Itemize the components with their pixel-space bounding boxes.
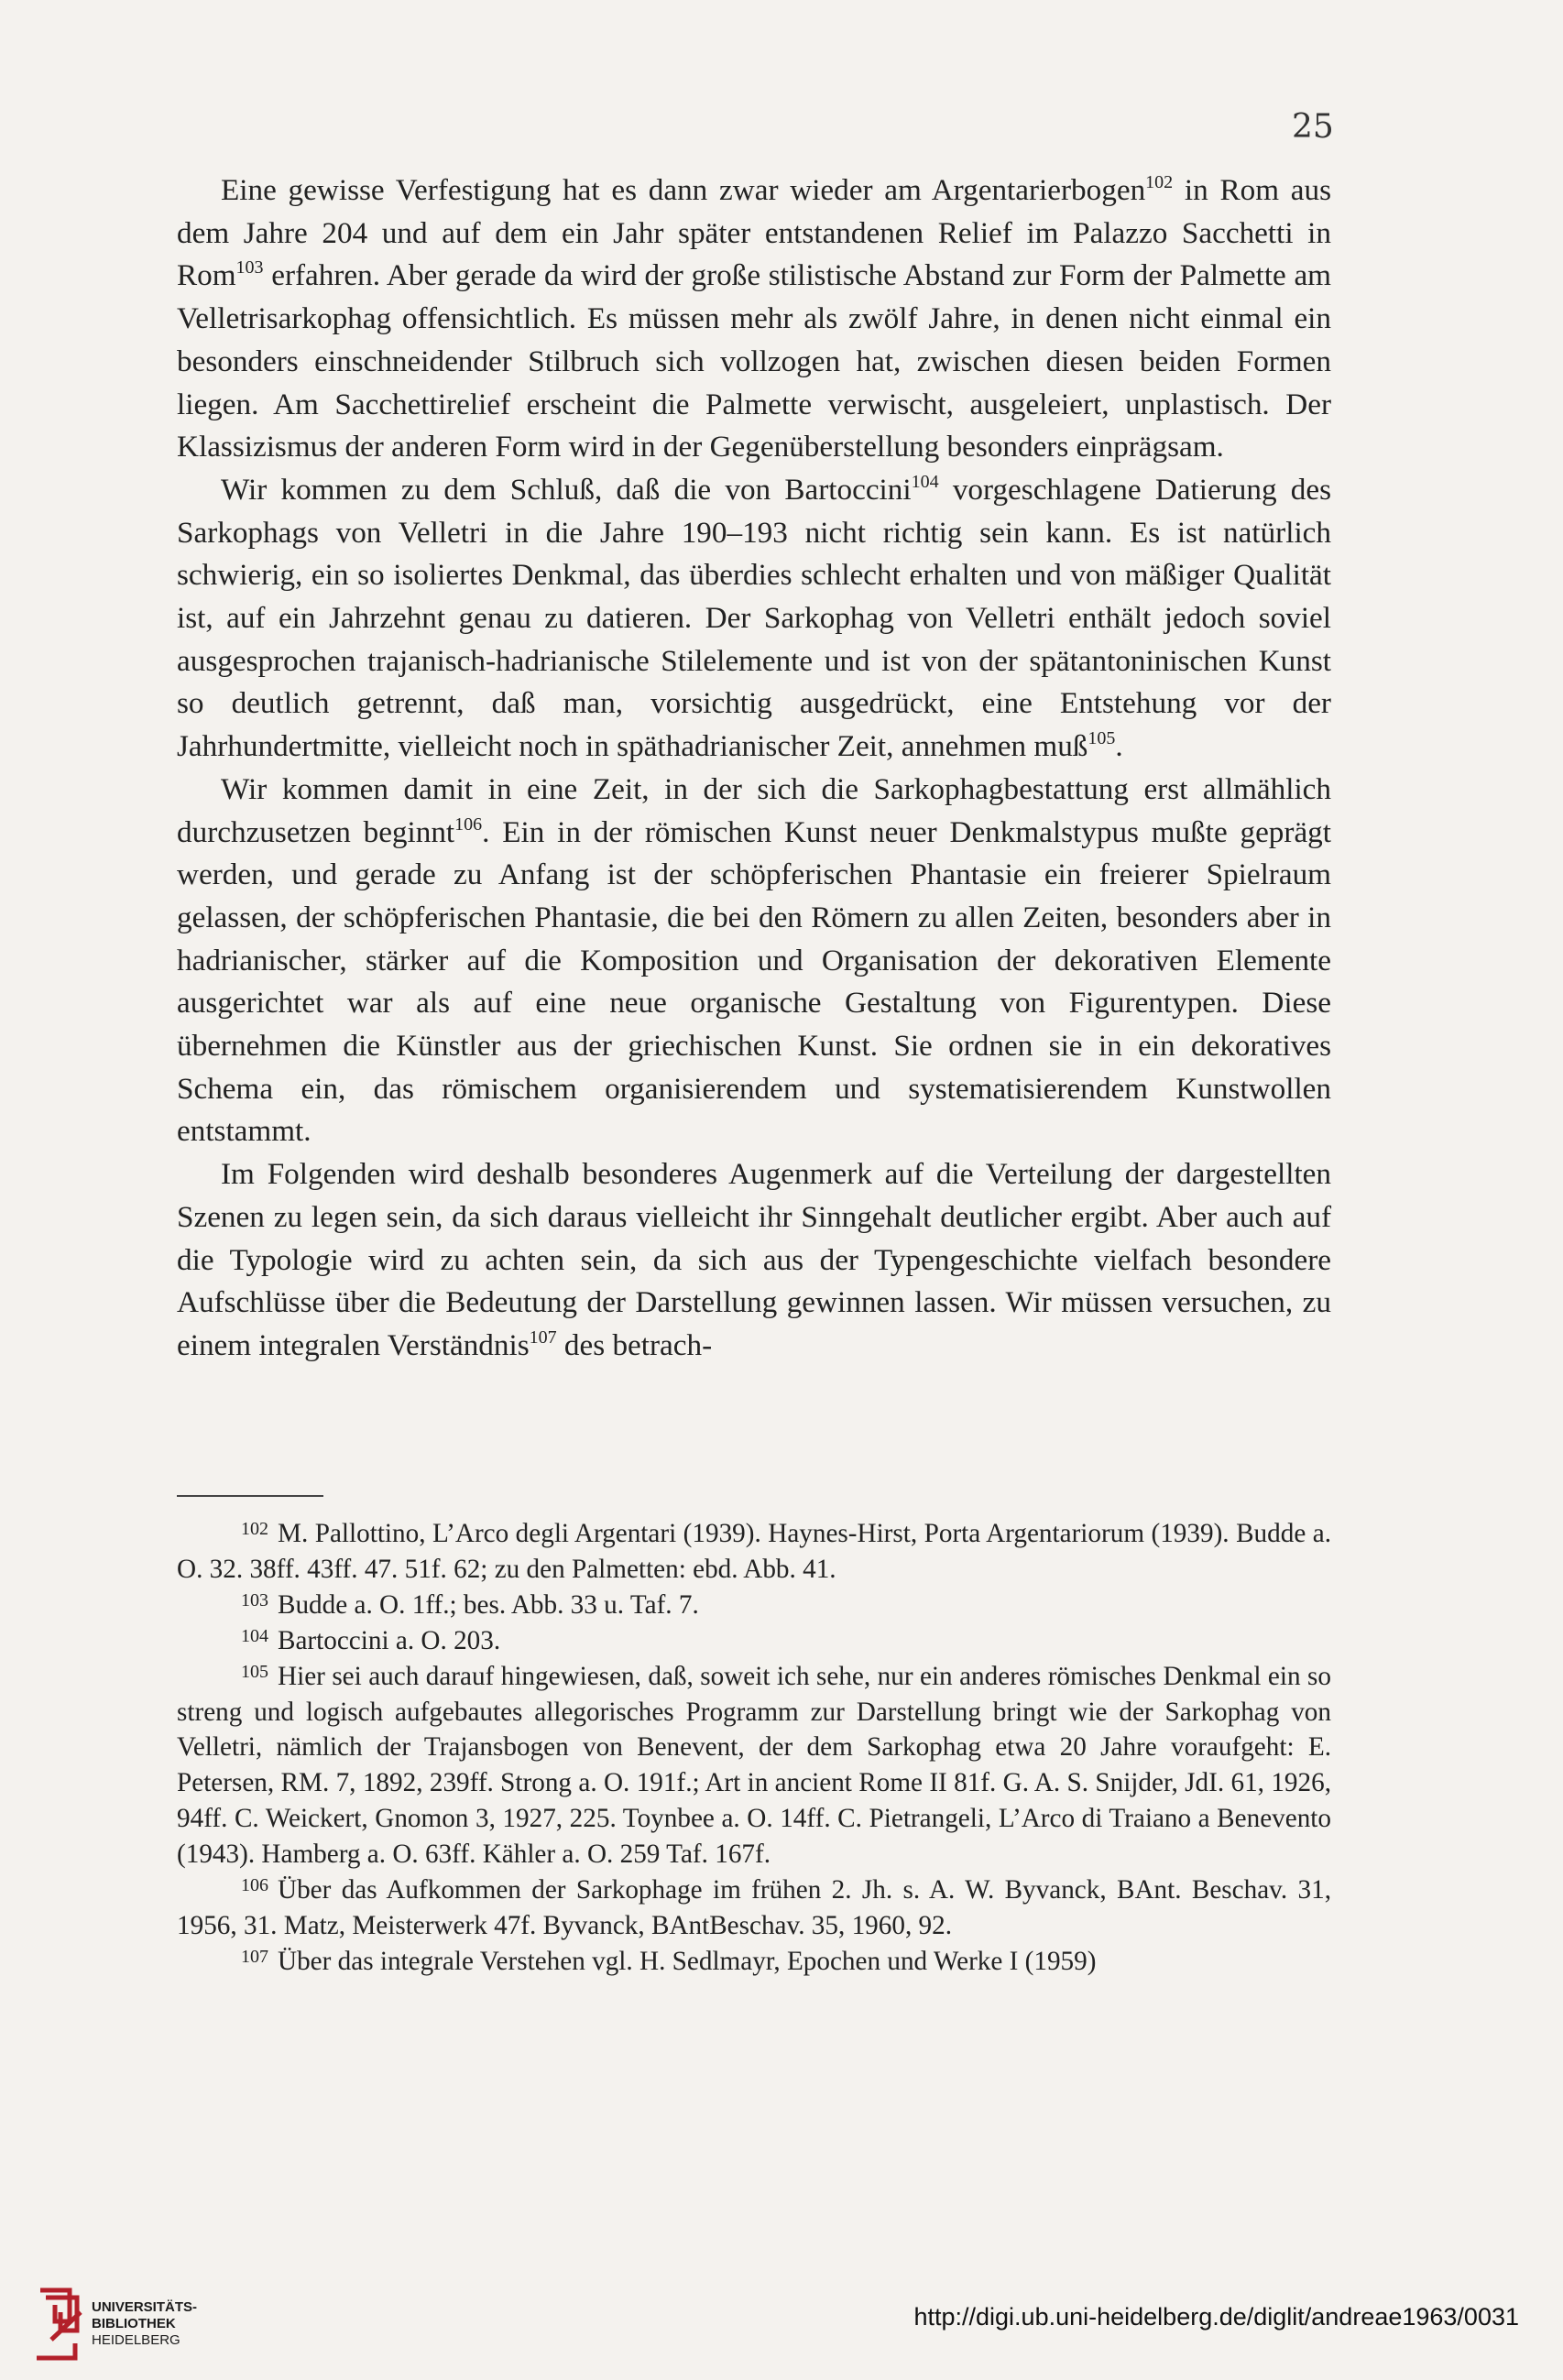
main-text (177, 169, 1331, 1368)
page-footer (0, 2276, 1563, 2380)
paragraph-text: vorgeschlagene Datierung des Sarkophags von Velletri in die Jahre 190–193 nicht richtig sein kann. Es ist natürlich schwierig, ein so isoliertes Denkmal, das überdies schlecht erhalten und von mäßiger Qualität ist, auf ein Jahrzehnt genau zu datieren. Der Sarkophag von Velletri enthält jedoch soviel ausgesprochen trajanisch-hadrianische Stilelemente und ist von der spätantoninischen Kunst so deutlich getrennt, daß man, vorsichtig ausgedrückt, eine Entstehung vor der Jahrhundertmitte, vielleicht noch in späthadrianischer Zeit, annehmen muß (177, 472, 1331, 764)
footnote-rule (177, 1495, 323, 1497)
footnote (177, 1659, 1331, 1872)
library-name-line-1: UNIVERSITÄTS- (92, 2299, 198, 2315)
footnote-marker[interactable]: 107 (529, 1326, 557, 1348)
source-url-link[interactable]: http://digi.ub.uni-heidelberg.de/diglit/andreae1963/0031 (913, 2303, 1519, 2331)
footnote-marker[interactable]: 106 (454, 813, 483, 835)
footnote-text: Über das Aufkommen der Sarkophage im frühen 2. Jh. s. A. W. Byvanck, BAnt. Beschav. 31, 1956, 31. Matz, Meisterwerk 47f. Byvanck, BAntBeschav. 35, 1960, 92. (177, 1875, 1331, 1940)
library-name-line-2: BIBLIOTHEK (92, 2316, 176, 2331)
paragraph (177, 469, 1331, 769)
paragraph-text: des betrach- (556, 1327, 713, 1362)
footnote-marker[interactable]: 104 (911, 471, 939, 492)
ub-heidelberg-logo-icon (33, 2285, 88, 2364)
footnote-text: Hier sei auch darauf hingewiesen, daß, soweit ich sehe, nur ein anderes römisches Denkmal ein so streng und logisch aufgebautes allegorisches Programm zur Darstellung bringt wie der Sarkophag von Velletri, nämlich der Trajansbogen von Benevent, der dem Sarkophag etwa 20 Jahre voraufgeht: E. Petersen, RM. 7, 1892, 239ff. Strong a. O. 191f.; Art in ancient Rome II 81f. G. A. S. Snijder, JdI. 61, 1926, 94ff. C. Weickert, Gnomon 3, 1927, 225. Toynbee a. O. 14ff. C. Pietrangeli, L’Arco di Traiano a Benevento (1943). Hamberg a. O. 63ff. Kähler a. O. 259 Taf. 167f. (177, 1661, 1331, 1870)
paragraph-text: Im Folgenden wird deshalb besonderes Augenmerk auf die Verteilung der dargestellten Szenen zu legen sein, da sich daraus vielleicht ihr Sinngehalt deutlicher ergibt. Aber auch auf die Typologie wird zu achten sein, da sich aus der Typengeschichte vielfach besondere Aufschlüsse über die Bedeutung der Darstellung gewinnen lassen. Wir müssen versuchen, zu einem integralen Verständnis (177, 1157, 1331, 1362)
footnote-text: Budde a. O. 1ff.; bes. Abb. 33 u. Taf. 7. (278, 1589, 699, 1620)
paragraph-text: . (1115, 729, 1123, 764)
library-name-line-3: HEIDELBERG (92, 2332, 180, 2348)
footnote (177, 1872, 1331, 1944)
paragraph (177, 169, 1331, 469)
paragraph (177, 1153, 1331, 1368)
footnote-number: 104 (241, 1625, 268, 1646)
footnote-text: Bartoccini a. O. 203. (278, 1625, 501, 1655)
footnote-marker[interactable]: 105 (1088, 728, 1116, 749)
footnotes (177, 1516, 1331, 1980)
paragraph-text: in Rom aus dem Jahre 204 und auf dem ein Jahr später entstandenen Relief im Palazzo Sacchetti in Rom (177, 173, 1331, 293)
footnote-text: M. Pallottino, L’Arco degli Argentari (1939). Haynes-Hirst, Porta Argentariorum (1939). Budde a. O. 32. 38ff. 43ff. 47. 51f. 62; zu den Palmetten: ebd. Abb. 41. (177, 1519, 1331, 1584)
footnote-marker[interactable]: 102 (1145, 172, 1174, 192)
footnote-text: Über das integrale Verstehen vgl. H. Sedlmayr, Epochen und Werke I (1959) (278, 1946, 1097, 1976)
footnote (177, 1516, 1331, 1588)
footnote-number: 107 (241, 1946, 268, 1967)
paragraph-text: . Ein in der römischen Kunst neuer Denkmalstypus mußte geprägt werden, und gerade zu Anfang ist der schöpferischen Phantasie ein freierer Spielraum gelassen, der schöpferischen Phantasie, die bei den Römern zu allen Zeiten, besonders aber in hadrianischer, stärker auf die Komposition und Organisation der dekorativen Elemente ausgerichtet war als auf eine neue organische Gestaltung von Figurentypen. Diese übernehmen die Künstler aus der griechischen Kunst. Sie ordnen sie in ein dekoratives Schema ein, das römischem organisierendem und systematisierendem Kunstwollen entstammt. (177, 814, 1331, 1149)
library-name (92, 2299, 197, 2349)
footnote-number: 105 (241, 1661, 268, 1682)
footnote-number: 102 (241, 1519, 268, 1539)
page-number: 25 (1292, 108, 1334, 146)
paragraph (177, 769, 1331, 1153)
paragraph-text: Wir kommen damit in eine Zeit, in der sich die Sarkophagbestattung erst allmählich durchzusetzen beginnt (177, 771, 1331, 849)
paragraph-text: Wir kommen zu dem Schluß, daß die von Bartoccini (221, 472, 912, 507)
footnote (177, 1623, 1331, 1659)
footnote-number: 106 (241, 1875, 268, 1896)
footnote (177, 1944, 1331, 1980)
paragraph-text: Eine gewisse Verfestigung hat es dann zwar wieder am Argentarierbogen (221, 173, 1146, 207)
paragraph-text: erfahren. Aber gerade da wird der große stilistische Abstand zur Form der Palmette am Velletrisarkophag offensichtlich. Es müssen mehr als zwölf Jahre, in denen nicht einmal ein besonders einschneidender Stilbruch sich vollzogen hat, zwischen diesen beiden Formen liegen. Am Sacchettirelief erscheint die Palmette verwischt, ausgeleiert, unplastisch. Der Klassizismus der anderen Form wird in der Gegenüberstellung besonders einprägsam. (177, 258, 1331, 464)
footnote (177, 1588, 1331, 1623)
footnote-number: 103 (241, 1589, 268, 1610)
footnote-marker[interactable]: 103 (235, 257, 264, 278)
